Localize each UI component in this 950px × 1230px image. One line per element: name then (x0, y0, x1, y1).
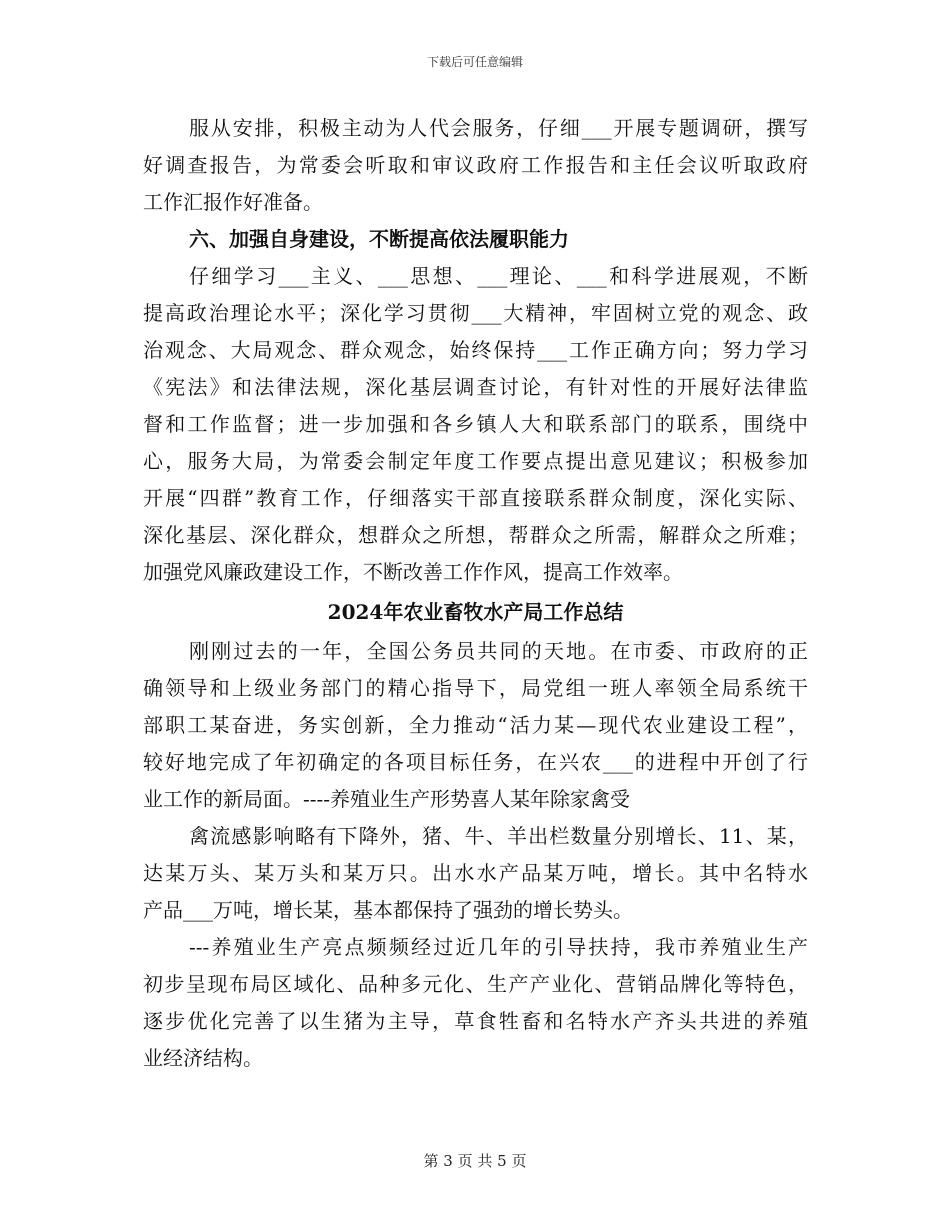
text-line: 仔细学习___主义、___思想、___理论、___和科学进展观，不断 (189, 264, 808, 288)
page-header: 下载后可任意编辑 (426, 55, 523, 69)
text-line: 加强党风廉政建设工作，不断改善工作作风，提高工作效率。 (143, 560, 683, 584)
text-line: 《宪法》和法律法规，深化基层调查讨论，有针对性的开展好法律监 (143, 375, 808, 399)
article-title: 2024年农业畜牧水产局工作总结 (327, 600, 624, 624)
section-heading: 六、加强自身建设，不断提高依法履职能力 (189, 227, 569, 251)
text-line: 业经济结构。 (143, 1046, 263, 1070)
text-line: 工作汇报作好准备。 (143, 190, 323, 214)
paragraph (143, 633, 808, 818)
text-line: 提高政治理论水平；深化学习贯彻___大精神，牢固树立党的观念、政 (143, 301, 808, 325)
text-line: 初步呈现布局区域化、品种多元化、生产产业化、营销品牌化等特色， (143, 972, 808, 996)
text-line: 好调查报告，为常委会听取和审议政府工作报告和主任会议听取政府 (143, 153, 808, 177)
section-six (143, 221, 808, 591)
text-line: 确领导和上级业务部门的精心指导下，局党组一班人率领全局系统干 (143, 676, 808, 700)
paragraph (143, 818, 808, 929)
text-line: ---养殖业生产亮点频频经过近几年的引导扶持，我市养殖业生产 (189, 935, 808, 959)
text-line: 逐步优化完善了以生猪为主导，草食牲畜和名特水产齐头共进的养殖 (143, 1009, 808, 1033)
paragraph (143, 929, 808, 1077)
text-line: 业工作的新局面。----养殖业生产形势喜人某年除家禽受 (143, 787, 631, 811)
page-number: 第 3 页 共 5 页 (423, 1152, 527, 1170)
document-body (143, 110, 808, 1077)
text-line: 心，服务大局，为常委会制定年度工作要点提出意见建议；积极参加 (143, 449, 808, 473)
text-line: 开展“四群”教育工作，仔细落实干部直接联系群众制度，深化实际、 (143, 486, 808, 510)
text-line: 产品___万吨，增长某，基本都保持了强劲的增长势头。 (143, 898, 633, 922)
text-line: 服从安排，积极主动为人代会服务，仔细___开展专题调研，撰写 (189, 116, 808, 140)
text-line: 达某万头、某万头和某万只。出水水产品某万吨，增长。其中名特水 (143, 861, 808, 885)
text-line: 刚刚过去的一年，全国公务员共同的天地。在市委、市政府的正 (189, 639, 808, 663)
text-line: 禽流感影响略有下降外，猪、牛、羊出栏数量分别增长、11、某， (189, 824, 808, 848)
text-line: 部职工某奋进，务实创新，全力推动“活力某—现代农业建设工程”， (143, 713, 808, 737)
text-line: 治观念、大局观念、群众观念，始终保持___工作正确方向；努力学习 (143, 338, 808, 362)
section-continuation (143, 110, 808, 221)
text-line: 督和工作监督；进一步加强和各乡镇人大和联系部门的联系，围绕中 (143, 412, 808, 436)
text-line: 深化基层、深化群众，想群众之所想，帮群众之所需，解群众之所难； (143, 523, 808, 547)
text-line: 较好地完成了年初确定的各项目标任务，在兴农___的进程中开创了行 (143, 750, 808, 774)
